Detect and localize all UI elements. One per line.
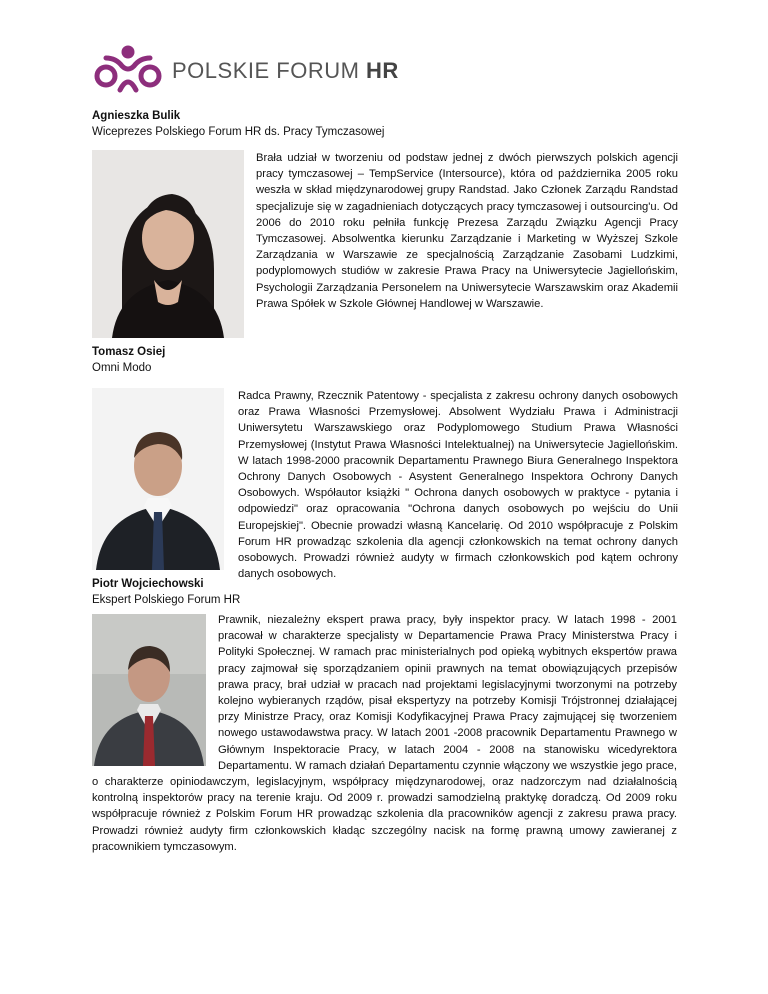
person-role: Wiceprezes Polskiego Forum HR ds. Pracy Tymczasowej	[92, 126, 385, 138]
person-name: Agnieszka Bulik	[92, 110, 181, 122]
person-role: Omni Modo	[92, 362, 152, 374]
person-bio: Brała udział w tworzeniu od podstaw jednej z dwóch pierwszych polskich agencji pracy tymczasowej – TempService (Intersource), która od października 2005 roku weszła w skład międzynarodowej grupy Randstad. Jako Członek Zarządu Randstad specjalizuje się w zagadnieniach dotyczących pracy tymczasowej i outsourcing'u. Od 2006 do 2010 roku pełniła funkcję Prezesa Zarządu Związku Agencji Pracy Tymczasowej. Absolwentka kierunku Zarządzanie i Marketing w Wyższej Szkole Zarządzania w Warszawie ze specjalnością Zarządzanie Zasobami Ludzkimi, podyplomowych studiów w zakresie Prawa Pracy na Uniwersytecie Jagiellońskim, Psychologii Zarządzania Personelem na Uniwersytecie Warszawskim oraz Akademii Prawa Spółek w Szkole Głównej Handlowej w Warszawie.	[256, 152, 678, 310]
people-circle-logo-icon	[92, 44, 164, 94]
logo-brand-bold: HR	[366, 58, 399, 83]
person-role: Ekspert Polskiego Forum HR	[92, 594, 241, 606]
portrait-photo	[92, 388, 224, 570]
person-bio: Radca Prawny, Rzecznik Patentowy - specjalista z zakresu ochrony danych osobowych oraz Prawa Własności Przemysłowej. Absolwent Wydziału Prawa i Administracji Uniwersytetu Warszawskiego oraz Podyplomowego Studium Prawa Własności Przemysłowej (Instytut Prawa Własności Intelektualnej) na Uniwersytecie Jagiellońskim. W latach 1998-2000 pracownik Departamentu Prawnego Biura Generalnego Inspektora Ochrony Danych Osobowych - Asystent Generalnego Inspektora Ochrony Danych Osobowych. Współautor książki " Ochrona danych osobowych w praktyce - pytania i odpowiedzi" oraz opracowania "Ochrona danych osobowych po wejściu do Unii Europejskiej". Obecnie prowadzi własną Kancelarię. Od 2010 współpracuje z Polskim Forum HR prowadząc szkolenia dla agencji członkowskich na temat ochrony danych osobowych. Prowadzi również audyty w firmach członkowskich pod kątem ochrony danych osobowych.	[238, 390, 678, 581]
person-name: Piotr Wojciechowski	[92, 578, 204, 590]
portrait-photo	[92, 150, 244, 338]
logo-wordmark	[172, 58, 399, 84]
person-name: Tomasz Osiej	[92, 346, 166, 358]
polskie-forum-hr-logo	[92, 44, 399, 92]
person-bio: Prawnik, niezależny ekspert prawa pracy, były inspektor pracy. W latach 1998 - 2001 pracował w charakterze specjalisty w Departamencie Prawa Pracy Ministerstwa Pracy i Polityki Społecznej. W ramach prac ministerialnych pod opieką wybitnych ekspertów prawa pracy zajmował się sporządzaniem opinii prawnych na temat obowiązujących przepisów prawa pracy, brał udział w pracach nad projektami legislacyjnymi tworzonymi na potrzeby kolejno wybieranych rządów, pisał ekspertyzy na potrzeby Komisji Trójstronnej działającej przy Ministrze Pracy, oraz Komisji Kodyfikacyjnej Prawa Pracy zajmującej się tworzeniem nowego ustawodawstwa pracy. W latach 2001 -2008 pracownik Departamentu Prawnego w Głównym Inspektoracie Pracy, w latach 2004 - 2008 na stanowisku wicedyrektora Departamentu. W ramach działań Departamentu czynnie włączony we wszystkie jego prace, o charakterze opiniodawczym, legislacyjnym, współpracy międzynarodowej, oraz nadzorczym nad działalnością kontrolną inspektorów pracy na terenie kraju. Od 2009 r. prowadzi samodzielną praktykę doradczą. Od 2009 roku współpracuje również z Polskim Forum HR prowadząc szkolenia dla pracowników agencji z zakresu prawa pracy. Prowadzi również audyty firm członkowskich kładąc szczególny nacisk na formę prawną umowy zawieranej z pracownikiem tymczasowym.	[92, 614, 677, 853]
logo-brand-regular: POLSKIE FORUM	[172, 58, 360, 83]
photo-spacer	[92, 612, 218, 768]
person-bio-wrapped	[92, 612, 677, 855]
